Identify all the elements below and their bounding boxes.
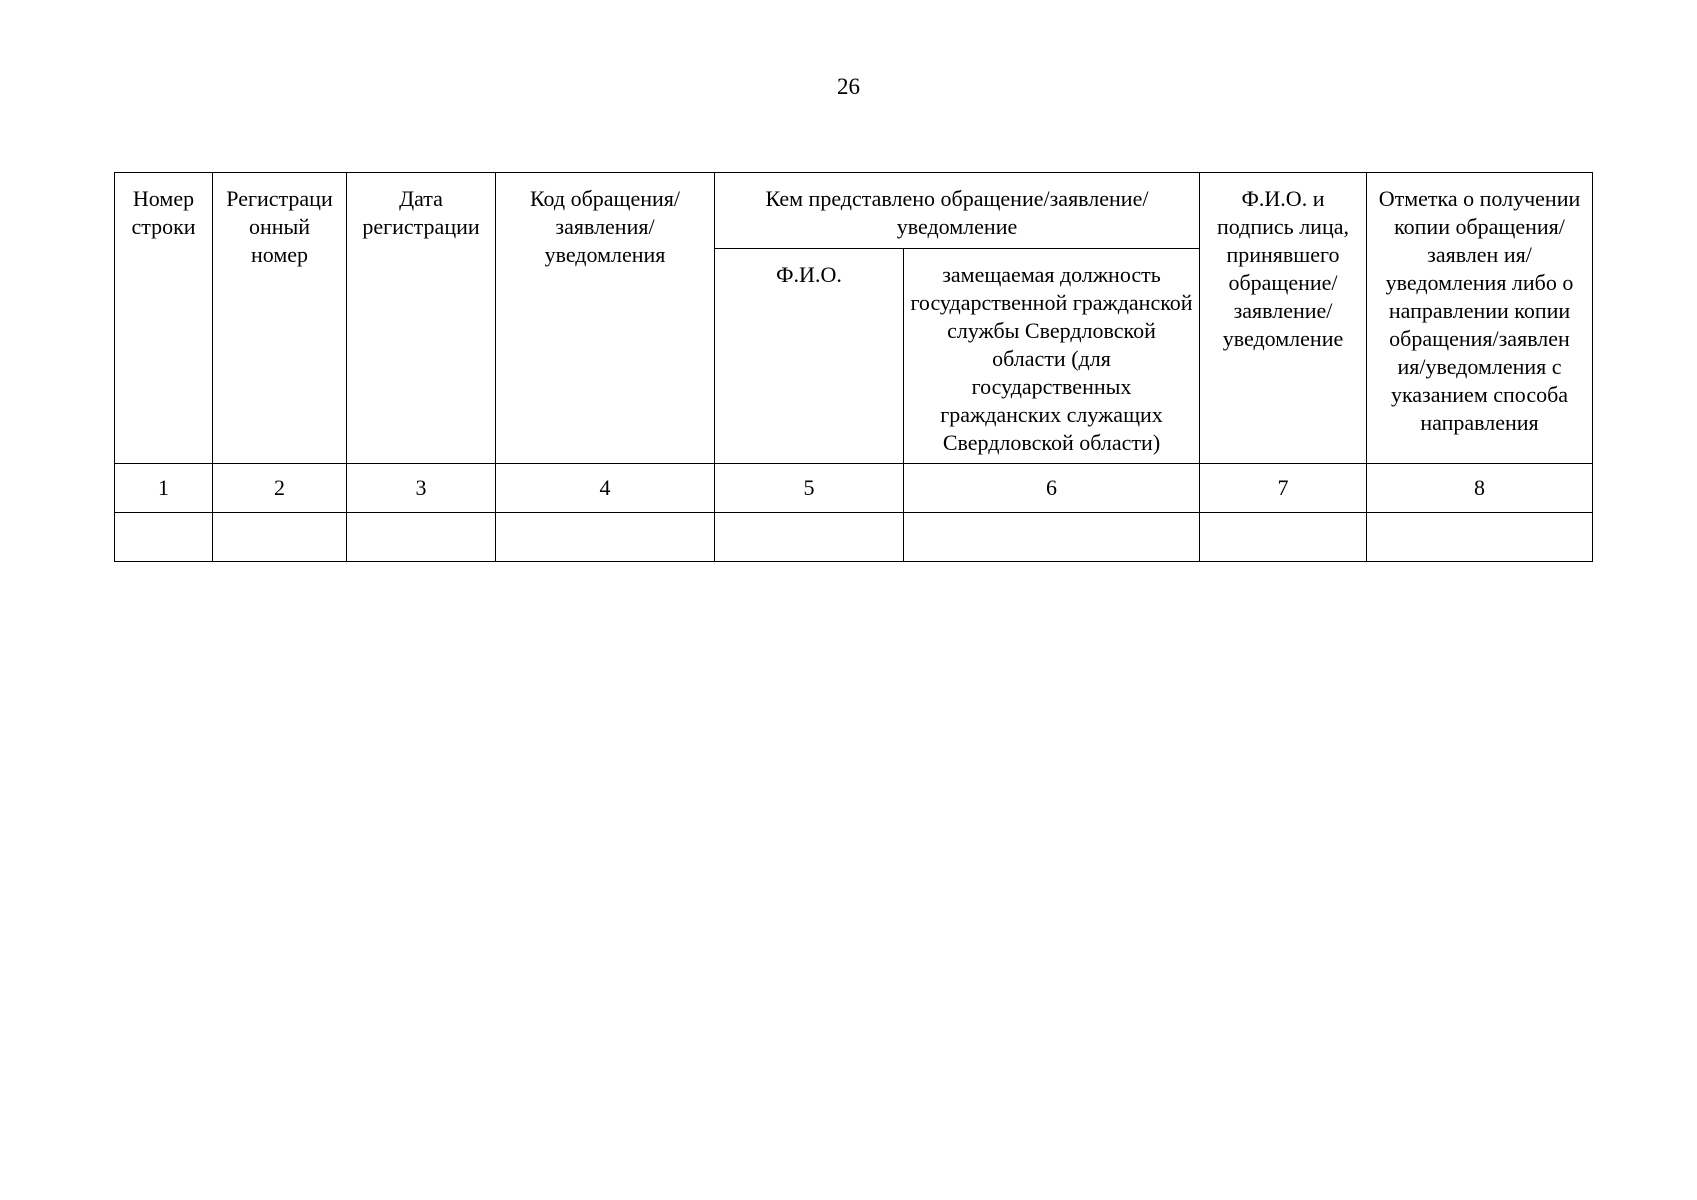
registration-journal-table [114, 172, 1593, 562]
table-cell [1367, 513, 1593, 562]
column-number: 3 [347, 464, 496, 513]
header-copy-mark: Отметка о получении копии обращения/заявлен ия/уведомления либо о направлении копии обращения/заявлен ия/уведомления с указанием способа направления [1367, 173, 1593, 464]
table-cell [496, 513, 715, 562]
table-row [115, 513, 1593, 562]
header-submitted-by-position: замещаемая должность государственной гражданской службы Свердловской области (для государственных гражданских служащих Свердловской области) [904, 249, 1200, 464]
table-cell [115, 513, 213, 562]
column-number: 1 [115, 464, 213, 513]
column-number: 6 [904, 464, 1200, 513]
table-cell [1200, 513, 1367, 562]
column-number: 2 [213, 464, 347, 513]
column-number: 4 [496, 464, 715, 513]
header-registration-date: Дата регистрации [347, 173, 496, 464]
header-submitted-by: Кем представлено обращение/заявление/уведомление [715, 173, 1200, 249]
header-appeal-code: Код обращения/ заявления/ уведомления [496, 173, 715, 464]
table-cell [715, 513, 904, 562]
header-row-number: Номер строки [115, 173, 213, 464]
header-registration-number: Регистраци онный номер [213, 173, 347, 464]
header-accepted-by: Ф.И.О. и подпись лица, принявшего обращение/ заявление/ уведомление [1200, 173, 1367, 464]
header-submitted-by-fio: Ф.И.О. [715, 249, 904, 464]
table-cell [904, 513, 1200, 562]
page-number: 26 [837, 74, 860, 99]
table-cell [213, 513, 347, 562]
header-row-main [115, 173, 1593, 249]
table-cell [347, 513, 496, 562]
column-number: 7 [1200, 464, 1367, 513]
column-number: 8 [1367, 464, 1593, 513]
column-number: 5 [715, 464, 904, 513]
column-number-row [115, 464, 1593, 513]
